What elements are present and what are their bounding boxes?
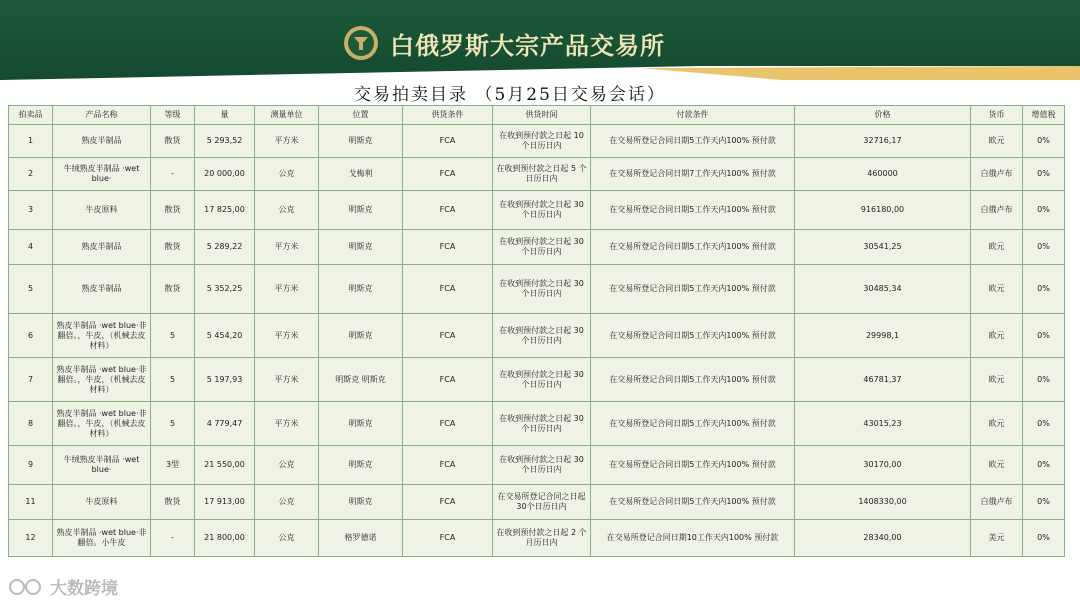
table-cell: 公克 [255, 485, 319, 520]
table-cell: 美元 [971, 520, 1023, 557]
table-cell: FCA [403, 520, 493, 557]
table-cell: 在交易所登记合同日期5工作天内100% 预付款 [591, 485, 795, 520]
table-cell: 在收到预付款之日起 2 个月历日内 [493, 520, 591, 557]
table-cell: 白俄卢布 [971, 191, 1023, 230]
table-cell: 9 [9, 446, 53, 485]
table-cell: 明斯克 [319, 314, 403, 358]
column-header: 测量单位 [255, 106, 319, 125]
watermark-logo-icon [8, 576, 46, 598]
table-cell: 30485,34 [795, 265, 971, 314]
table-cell: 在收到预付款之日起 10 个日历日内 [493, 125, 591, 158]
table-cell: 熟皮半制品 ·wet blue·非翻倍。，牛皮，（机械去皮材料） [53, 402, 151, 446]
table-cell: 熟皮半制品 [53, 230, 151, 265]
table-cell: 欧元 [971, 314, 1023, 358]
table-cell: 熟皮半制品 ·wet blue·非翻倍。，牛皮，（机械去皮材料） [53, 358, 151, 402]
table-cell: 5 352,25 [195, 265, 255, 314]
table-cell: 0% [1023, 446, 1065, 485]
table-cell: 在交易所登记合同日期5工作天内100% 预付款 [591, 314, 795, 358]
table-row [9, 125, 1065, 158]
table-cell: 明斯克 [319, 191, 403, 230]
column-header: 量 [195, 106, 255, 125]
watermark-text: 大数跨境 [50, 579, 118, 599]
table-cell: 散货 [151, 230, 195, 265]
table-cell: FCA [403, 125, 493, 158]
table-cell: FCA [403, 265, 493, 314]
table-cell: 平方米 [255, 358, 319, 402]
table-cell: 5 [151, 358, 195, 402]
page-title: 白俄罗斯大宗产品交易所 [390, 32, 665, 60]
table-cell: - [151, 520, 195, 557]
table-cell: 熟皮半制品 [53, 125, 151, 158]
table-cell: 5 197,93 [195, 358, 255, 402]
table-cell: 在交易所登记合同日期5工作天内100% 预付款 [591, 191, 795, 230]
table-cell: 5 [151, 314, 195, 358]
table-cell: 0% [1023, 158, 1065, 191]
table-cell: 29998,1 [795, 314, 971, 358]
table-cell: FCA [403, 314, 493, 358]
table-cell: 43015,23 [795, 402, 971, 446]
table-cell: FCA [403, 402, 493, 446]
table-row [9, 158, 1065, 191]
table-cell: 公克 [255, 446, 319, 485]
table-cell: 5 454,20 [195, 314, 255, 358]
table-row [9, 230, 1065, 265]
table-cell: 7 [9, 358, 53, 402]
table-cell: 熟皮半制品 ·wet blue·非翻倍。，牛皮，（机械去皮材料） [53, 314, 151, 358]
table-cell: 熟皮半制品 [53, 265, 151, 314]
table-cell: 20 000,00 [195, 158, 255, 191]
catalog-subtitle: 交易拍卖目录 （5月25日交易会话） [354, 85, 666, 105]
table-cell: 散货 [151, 191, 195, 230]
table-cell: 3 [9, 191, 53, 230]
table-cell: 明斯克 [319, 230, 403, 265]
table-cell: 欧元 [971, 265, 1023, 314]
table-cell: 0% [1023, 485, 1065, 520]
table-cell: 平方米 [255, 230, 319, 265]
table-cell: 牛皮原料 [53, 485, 151, 520]
column-header: 产品名称 [53, 106, 151, 125]
table-cell: FCA [403, 446, 493, 485]
table-cell: 5 [9, 265, 53, 314]
table-cell: 在交易所登记合同日期5工作天内100% 预付款 [591, 125, 795, 158]
table-row [9, 358, 1065, 402]
table-cell: 在收到预付款之日起 30 个日历日内 [493, 230, 591, 265]
table-cell: 21 800,00 [195, 520, 255, 557]
table-cell: FCA [403, 485, 493, 520]
table-cell: 平方米 [255, 402, 319, 446]
table-cell: 欧元 [971, 125, 1023, 158]
table-row [9, 520, 1065, 557]
table-row [9, 402, 1065, 446]
table-cell: 欧元 [971, 402, 1023, 446]
table-cell: FCA [403, 191, 493, 230]
table-row [9, 446, 1065, 485]
table-cell: 明斯克 [319, 402, 403, 446]
table-row [9, 314, 1065, 358]
table-cell: 明斯克 [319, 485, 403, 520]
table-cell: 在交易所登记合同日期5工作天内100% 预付款 [591, 265, 795, 314]
table-cell: 30170,00 [795, 446, 971, 485]
table-cell: 2 [9, 158, 53, 191]
table-cell: 916180,00 [795, 191, 971, 230]
table-cell: 平方米 [255, 265, 319, 314]
table-cell: 欧元 [971, 446, 1023, 485]
table-row [9, 265, 1065, 314]
table-cell: 21 550,00 [195, 446, 255, 485]
table-cell: 3型 [151, 446, 195, 485]
table-cell: 在收到预付款之日起 30 个日历日内 [493, 191, 591, 230]
table-header-row [9, 106, 1065, 125]
column-header: 增值税 [1023, 106, 1065, 125]
table-cell: 17 913,00 [195, 485, 255, 520]
table-cell: 明斯克 [319, 265, 403, 314]
table-cell: 0% [1023, 358, 1065, 402]
table-cell: 32716,17 [795, 125, 971, 158]
table-cell: 在收到预付款之日起 30 个日历日内 [493, 314, 591, 358]
table-cell: 牛绒熟皮半制品 ·wet blue· [53, 446, 151, 485]
table-cell: 0% [1023, 191, 1065, 230]
table-cell: 8 [9, 402, 53, 446]
table-cell: 在交易所登记合同日期5工作天内100% 预付款 [591, 402, 795, 446]
column-header: 货币 [971, 106, 1023, 125]
table-cell: 明斯克 明斯克 [319, 358, 403, 402]
table-cell: 0% [1023, 125, 1065, 158]
table-cell: 4 [9, 230, 53, 265]
table-cell: 散货 [151, 485, 195, 520]
table-cell: 46781,37 [795, 358, 971, 402]
table-cell: 在交易所登记合同日期5工作天内100% 预付款 [591, 230, 795, 265]
table-cell: 在收到预付款之日起 30 个日历日内 [493, 446, 591, 485]
gold-band-decoration [0, 66, 1080, 80]
table-cell: FCA [403, 158, 493, 191]
table-cell: 460000 [795, 158, 971, 191]
column-header: 位置 [319, 106, 403, 125]
table-cell: 公克 [255, 191, 319, 230]
table-cell: 28340,00 [795, 520, 971, 557]
table-cell: 牛绒熟皮半制品 ·wet blue· [53, 158, 151, 191]
table-cell: 平方米 [255, 125, 319, 158]
table-cell: - [151, 158, 195, 191]
table-cell: 17 825,00 [195, 191, 255, 230]
column-header: 供货条件 [403, 106, 493, 125]
table-cell: 白俄卢布 [971, 158, 1023, 191]
table-cell: 在交易所登记合同日期5工作天内100% 预付款 [591, 358, 795, 402]
table-cell: 在收到预付款之日起 30 个日历日内 [493, 402, 591, 446]
watermark [8, 574, 118, 599]
table-cell: 0% [1023, 520, 1065, 557]
table-cell: 12 [9, 520, 53, 557]
table-cell: 在收到预付款之日起 5 个日历日内 [493, 158, 591, 191]
table-cell: 1408330,00 [795, 485, 971, 520]
table-cell: 戈梅利 [319, 158, 403, 191]
table-cell: 格罗德诺 [319, 520, 403, 557]
table-cell: FCA [403, 230, 493, 265]
table-cell: 在收到预付款之日起 30 个日历日内 [493, 358, 591, 402]
header-banner [0, 0, 1080, 80]
table-cell: 0% [1023, 230, 1065, 265]
table-cell: 在交易所登记合同日期10工作天内100% 预付款 [591, 520, 795, 557]
table-cell: FCA [403, 358, 493, 402]
table-cell: 散货 [151, 265, 195, 314]
table-cell: 6 [9, 314, 53, 358]
column-header: 拍卖品 [9, 106, 53, 125]
table-cell: 0% [1023, 402, 1065, 446]
table-cell: 0% [1023, 314, 1065, 358]
table-cell: 熟皮半制品 ·wet blue·非翻倍。小牛皮 [53, 520, 151, 557]
table-cell: 平方米 [255, 314, 319, 358]
table-cell: 5 [151, 402, 195, 446]
table-cell: 4 779,47 [195, 402, 255, 446]
table-cell: 在交易所登记合同日期7工作天内100% 预付款 [591, 158, 795, 191]
table-cell: 欧元 [971, 358, 1023, 402]
table-cell: 在交易所登记合同之日起 30个日历日内 [493, 485, 591, 520]
column-header: 付款条件 [591, 106, 795, 125]
table-cell: 欧元 [971, 230, 1023, 265]
column-header: 价格 [795, 106, 971, 125]
table-row [9, 485, 1065, 520]
table-cell: 明斯克 [319, 125, 403, 158]
table-cell: 散货 [151, 125, 195, 158]
table-cell: 公克 [255, 520, 319, 557]
table-cell: 牛皮原料 [53, 191, 151, 230]
column-header: 供货时间 [493, 106, 591, 125]
exchange-logo-icon [344, 26, 378, 60]
table-cell: 明斯克 [319, 446, 403, 485]
table-cell: 白俄卢布 [971, 485, 1023, 520]
table-row [9, 191, 1065, 230]
table-cell: 5 293,52 [195, 125, 255, 158]
table-cell: 公克 [255, 158, 319, 191]
table-cell: 30541,25 [795, 230, 971, 265]
table-cell: 11 [9, 485, 53, 520]
table-cell: 在收到预付款之日起 30 个日历日内 [493, 265, 591, 314]
auction-catalog-table [8, 105, 1065, 557]
table-cell: 在交易所登记合同日期5工作天内100% 预付款 [591, 446, 795, 485]
column-header: 等级 [151, 106, 195, 125]
table-cell: 1 [9, 125, 53, 158]
table-cell: 5 289,22 [195, 230, 255, 265]
table-cell: 0% [1023, 265, 1065, 314]
